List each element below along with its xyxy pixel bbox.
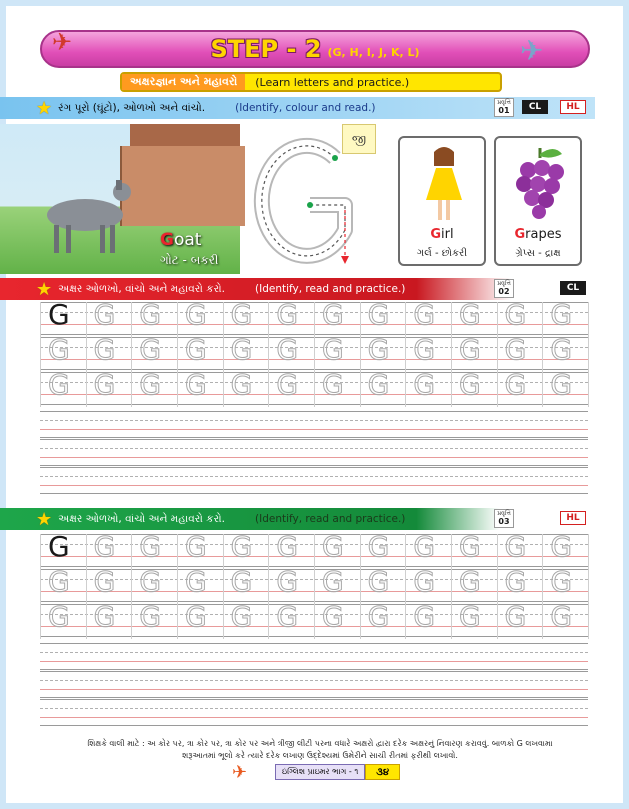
trace-letter: G [459, 600, 481, 633]
trace-letter: G [322, 298, 344, 331]
trace-letter: G [93, 298, 116, 331]
goat-image [30, 170, 150, 260]
plane-icon: ✈ [520, 34, 544, 67]
column-divider [223, 302, 224, 407]
trace-letter: G [139, 368, 162, 401]
writing-line [40, 689, 588, 690]
column-divider [131, 302, 132, 407]
trace-letter: G [322, 530, 344, 563]
step-banner [40, 30, 590, 68]
trace-letter: G [459, 565, 481, 598]
trace-letter: G [230, 600, 253, 633]
trace-letter: G [550, 298, 573, 331]
star-icon: ★ [36, 97, 53, 119]
trace-letter: G [185, 600, 207, 633]
writing-line [40, 725, 588, 726]
writing-line [40, 652, 588, 653]
trace-letter: G [504, 600, 527, 633]
step-title: STEP - 2 [210, 35, 322, 63]
column-divider [223, 534, 224, 639]
trace-letter: G [139, 565, 162, 598]
column-divider [588, 534, 589, 639]
trace-letter: G [139, 530, 162, 563]
trace-letter: G [276, 565, 299, 598]
trace-letter: G [276, 600, 299, 633]
trace-letter: G [276, 298, 299, 331]
activity-tag: પ્રવૃત્તિ 03 [494, 509, 514, 528]
goat-word: Goat [160, 230, 202, 250]
column-divider [314, 302, 315, 407]
writing-line [40, 669, 588, 670]
trace-letter: G [48, 368, 70, 401]
trace-letter: G [367, 565, 390, 598]
trace-letter: G [322, 333, 344, 366]
writing-line [40, 697, 588, 698]
trace-letter: G [459, 368, 481, 401]
column-divider [360, 534, 361, 639]
house-roof [130, 124, 240, 148]
trace-letter: G [230, 565, 253, 598]
star-icon: ★ [36, 278, 53, 300]
trace-letter: G [185, 530, 207, 563]
trace-letter: G [185, 333, 207, 366]
subtitle-bar [120, 72, 502, 92]
writing-line [40, 420, 588, 421]
column-divider [177, 302, 178, 407]
trace-letter: G [413, 530, 436, 563]
column-divider [268, 534, 269, 639]
trace-letter: G [550, 530, 573, 563]
writing-line [40, 437, 588, 438]
trace-letter: G [504, 368, 527, 401]
star-icon: ★ [36, 508, 53, 530]
trace-letter: G [322, 600, 344, 633]
trace-letter: G [413, 565, 436, 598]
card-grapes [494, 136, 582, 266]
trace-letter: G [550, 333, 573, 366]
writing-line [40, 439, 588, 440]
card-grapes-gujarati: ગ્રેપ્સ - દ્રાક્ષ [515, 248, 561, 259]
column-divider [497, 534, 498, 639]
trace-letter: G [413, 333, 436, 366]
card-girl-gujarati: ગર્લ - છોકરી [416, 248, 468, 259]
section-3-instruction-english: (Identify, read and practice.) [255, 513, 406, 525]
column-divider [86, 302, 87, 407]
goat-gujarati: ગોટ - બકરી [160, 253, 219, 267]
trace-letter: G [230, 333, 253, 366]
writing-line [40, 680, 588, 681]
trace-letter: G [139, 298, 162, 331]
trace-letter: G [459, 298, 481, 331]
trace-letter: G [367, 298, 390, 331]
column-divider [542, 534, 543, 639]
section-3-bar [0, 508, 595, 530]
column-divider [131, 534, 132, 639]
trace-letter: G [322, 368, 344, 401]
trace-letter: G [550, 368, 573, 401]
trace-letter: G [48, 600, 70, 633]
column-divider [451, 534, 452, 639]
page-footer [275, 764, 400, 780]
hl-badge: HL [560, 100, 586, 114]
trace-letter: G [230, 298, 253, 331]
trace-letter: G [413, 368, 436, 401]
trace-letter: G [230, 368, 253, 401]
column-divider [177, 534, 178, 639]
trace-letter: G [413, 298, 436, 331]
trace-letter: G [504, 565, 527, 598]
writing-line [40, 699, 588, 700]
column-divider [588, 302, 589, 407]
trace-letter: G [93, 565, 116, 598]
column-divider [497, 302, 498, 407]
writing-line [40, 467, 588, 468]
trace-letter: G [367, 333, 390, 366]
column-divider [405, 534, 406, 639]
trace-letter: G [48, 565, 70, 598]
writing-line [40, 493, 588, 494]
card-girl-word: Girl [430, 227, 454, 242]
column-divider [451, 302, 452, 407]
writing-line [40, 429, 588, 430]
column-divider [542, 302, 543, 407]
writing-line [40, 457, 588, 458]
section-2-instruction-gujarati: અક્ષર ઓળખો, વાંચો અને મહાવરો કરો. [58, 282, 225, 295]
trace-letter: G [504, 298, 527, 331]
trace-letter: G [550, 600, 573, 633]
trace-letter: G [459, 333, 481, 366]
subtitle-english: (Learn letters and practice.) [255, 75, 410, 89]
subtitle-gujarati: અક્ષરજ્ઞાન અને મહાવરો [122, 74, 245, 90]
section-1-instruction-english: (Identify, colour and read.) [235, 102, 376, 114]
trace-letter: G [322, 565, 344, 598]
section-1-instruction-gujarati: રંગ પૂરો (ઘૂંટો), ઓળખો અને વાંચો. [58, 101, 206, 114]
trace-letter: G [93, 530, 116, 563]
model-letter: G [48, 298, 70, 331]
trace-letter: G [139, 600, 162, 633]
gujarati-letter-box: જી [342, 124, 376, 154]
section-2-instruction-english: (Identify, read and practice.) [255, 283, 406, 295]
column-divider [360, 302, 361, 407]
section-1-bar [0, 97, 595, 119]
trace-letter: G [48, 333, 70, 366]
trace-letter: G [139, 333, 162, 366]
card-girl [398, 136, 486, 266]
trace-letter: G [185, 298, 207, 331]
column-divider [268, 302, 269, 407]
model-letter: G [48, 530, 70, 563]
trace-letter: G [413, 600, 436, 633]
writing-line [40, 708, 588, 709]
column-divider [40, 534, 41, 639]
writing-line [40, 465, 588, 466]
trace-letter: G [93, 368, 116, 401]
trace-letter: G [230, 530, 253, 563]
grapes-image [510, 144, 570, 224]
trace-letter: G [185, 565, 207, 598]
section-2-bar [0, 278, 595, 300]
page-number: ૩૪ [365, 764, 400, 780]
trace-letter: G [504, 530, 527, 563]
card-grapes-word: Grapes [514, 227, 562, 242]
section-3-instruction-gujarati: અક્ષર ઓળખો, વાંચો અને મહાવરો કરો. [58, 512, 225, 525]
trace-letter: G [276, 530, 299, 563]
cl-badge: CL [560, 281, 586, 295]
activity-tag: પ્રવૃત્તિ 02 [494, 279, 514, 298]
practice-grid-1[interactable] [40, 298, 588, 498]
writing-line [40, 476, 588, 477]
trace-letter: G [93, 600, 116, 633]
hl-badge: HL [560, 511, 586, 525]
writing-line [40, 411, 588, 412]
writing-line [40, 671, 588, 672]
cl-badge: CL [522, 100, 548, 114]
trace-letter: G [367, 600, 390, 633]
writing-line [40, 643, 588, 644]
column-divider [40, 302, 41, 407]
book-label: ઇંગ્લિશ પ્રાઇમર ભાગ - ૧ [275, 764, 365, 780]
column-divider [405, 302, 406, 407]
footer-note: શિક્ષકે વાલી માટે : અ કોર પર, ત્રા કોર પર, ત્રા કોર પર અને ત્રીજી લીટી પરના વધારે અક્ષરો દ્વારા દરેક અક્ષરનું નિવારણ કરાવવું. બાળકો G લખવામા શરૂઆતમાં ભૂલો કરે ત્યારે દરેક લખાણ ઉદ્દેશ્યમાં ઉમેરીને સાચી રીતમાં ફરીથી લખાવો. [87, 739, 553, 760]
writing-line [40, 717, 588, 718]
trace-letter: G [504, 333, 527, 366]
girl-image [422, 144, 466, 224]
plane-icon: ✈ [232, 762, 248, 783]
practice-grid-2[interactable] [40, 530, 588, 730]
trace-letter: G [93, 333, 116, 366]
trace-letter: G [367, 530, 390, 563]
column-divider [86, 534, 87, 639]
trace-letter: G [276, 333, 299, 366]
activity-tag: પ્રવૃત્તિ 01 [494, 98, 514, 117]
trace-letter: G [550, 565, 573, 598]
writing-line [40, 661, 588, 662]
step-letters: (G, H, I, J, K, L) [327, 45, 420, 59]
writing-line [40, 485, 588, 486]
trace-letter: G [367, 368, 390, 401]
column-divider [314, 534, 315, 639]
trace-letter: G [459, 530, 481, 563]
plane-icon: ✈ [52, 28, 73, 56]
trace-letter: G [276, 368, 299, 401]
trace-letter: G [185, 368, 207, 401]
writing-line [40, 448, 588, 449]
